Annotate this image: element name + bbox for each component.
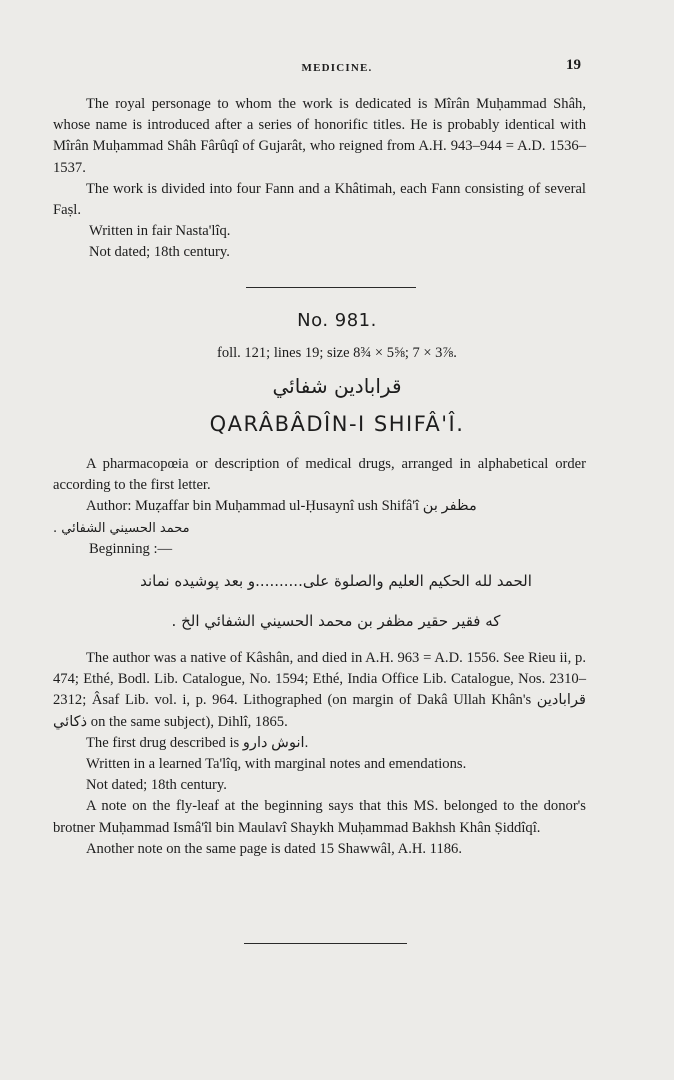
script-description: Written in a learned Ta'lîq, with marginal notes and emendations. — [86, 756, 467, 773]
flyleaf-note: A note on the fly-leaf at the beginning says that this MS. belonged to the donor's brotner Muḥammad Ismâ'îl bin Maulavî Shaykh Muḥammad Bakhsh Khân Ṣiddîqî. — [53, 798, 586, 836]
page-number: 19 — [566, 57, 581, 73]
arabic-title: قرابادين شفائي — [272, 374, 402, 398]
beginning-label: Beginning :— — [89, 540, 173, 557]
date-note: Not dated; 18th century. — [89, 244, 230, 261]
date-line: Not dated; 18th century. — [86, 777, 227, 794]
folio-info: foll. 121; lines 19; size 8¾ × 5⅝; 7 × 3⅞. — [217, 345, 457, 361]
first-drug-line: The first drug described is انوش دارو. — [86, 734, 309, 751]
running-header: MEDICINE. — [301, 62, 373, 74]
section-divider — [246, 287, 416, 288]
entry-title: QARÂBÂDÎN-I SHIFÂ'Î. — [209, 412, 465, 436]
entry-number: No. 981. — [297, 310, 377, 331]
another-note: Another note on the same page is dated 15 Shawwâl, A.H. 1186. — [86, 840, 462, 857]
previous-entry-text — [53, 94, 586, 264]
dedication-paragraph: The royal personage to whom the work is dedicated is Mîrân Muḥammad Shâh, whose name is introduced after a series of honorific titles. He is probably identical with Mîrân Muḥammad Shâh Fârûqî of Gujarât, who reigned from A.H. 943–944 = A.D. 1536–1537. — [53, 96, 586, 176]
entry-description — [53, 454, 586, 560]
author-bio-paragraph: The author was a native of Kâshân, and died in A.H. 963 = A.D. 1556. See Rieu ii, p. 474; Ethé, Bodl. Lib. Catalogue, No. 1594; Ethé, India Office Lib. Catalogue, Nos. 2310–2312; Âsaf Lib. vol. i, p. 964. Lithographed (on margin of Dakâ Ullah Khân's قرابادين ذكائي on the same subject), Dihlî, 1865. — [53, 650, 586, 730]
script-note: Written in fair Nasta'lîq. — [89, 223, 231, 240]
beginning-arabic-line-2: كه فقير حقير مظفر بن محمد الحسيني الشفائي الخ . — [171, 612, 501, 630]
description-paragraph: A pharmacopœia or description of medical drugs, arranged in alphabetical order according to the first letter. — [53, 456, 586, 494]
structure-paragraph: The work is divided into four Fann and a Khâtimah, each Fann consisting of several Faṣl. — [53, 180, 586, 219]
entry-notes — [53, 648, 586, 860]
author-line: Author: Muẓaffar bin Muḥammad ul-Ḥusaynî ush Shifâ'î مظفر بن — [86, 498, 477, 515]
end-divider — [244, 943, 407, 944]
author-arabic: محمد الحسيني الشفائي . — [53, 520, 190, 536]
beginning-arabic-line-1: الحمد لله الحكيم العليم والصلوة على..........و بعد پوشيده نماند — [140, 572, 532, 590]
